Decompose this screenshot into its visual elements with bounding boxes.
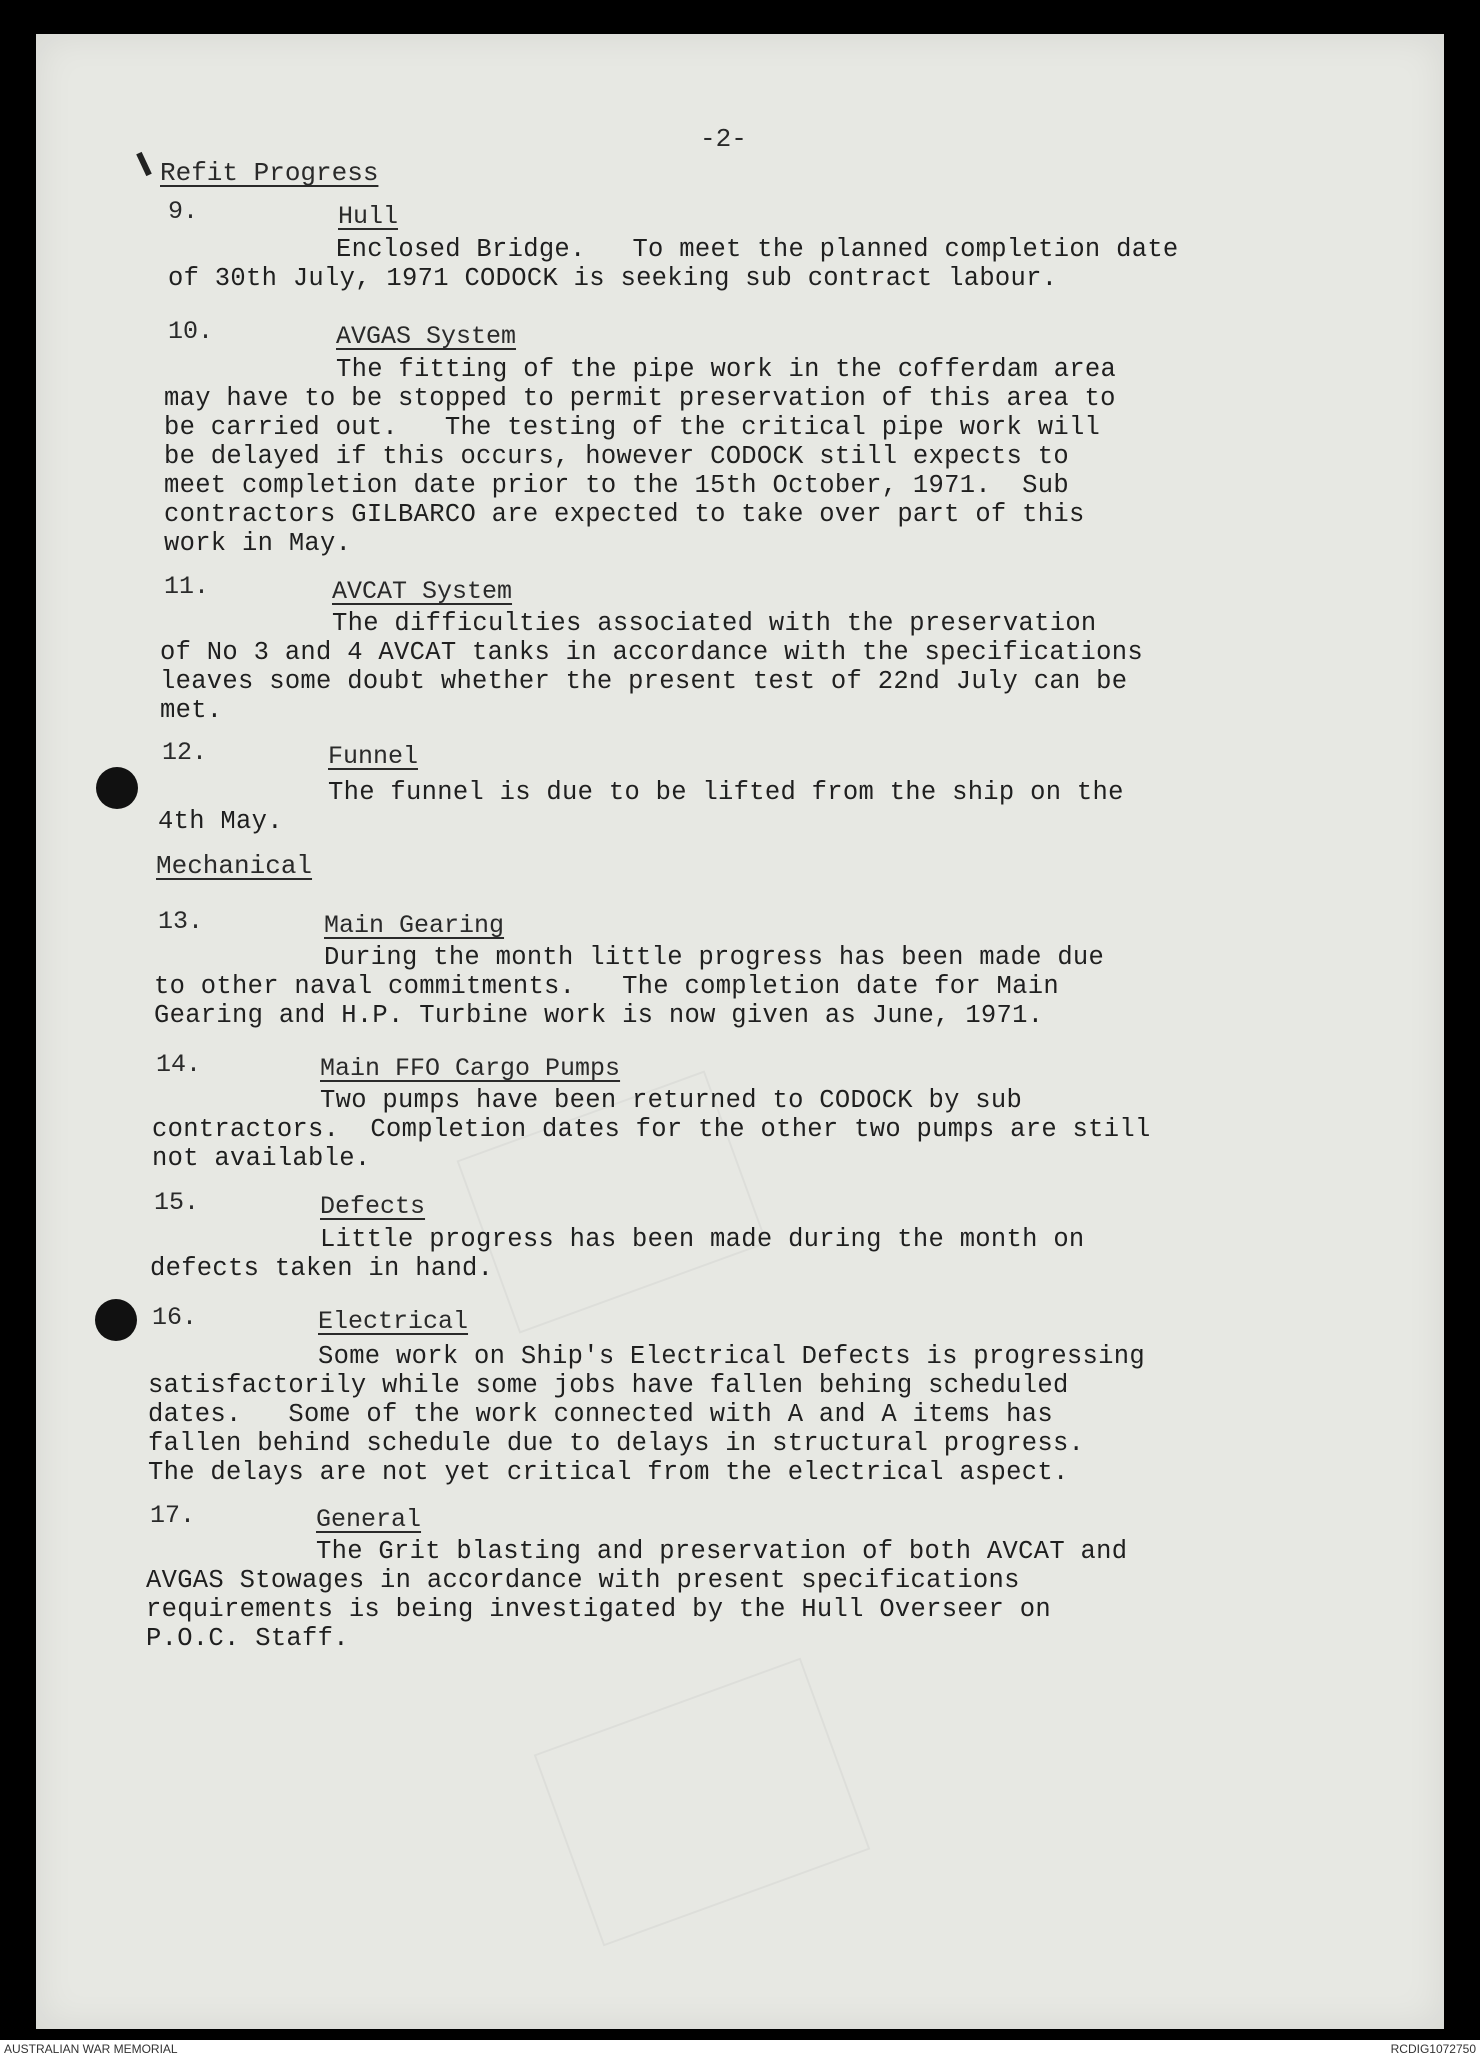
item-title: General: [316, 1505, 422, 1534]
item-number: 13.: [158, 907, 204, 936]
punch-hole: [95, 1299, 137, 1341]
item-title: Electrical: [318, 1307, 469, 1336]
item-number: 9.: [168, 197, 199, 226]
item-title: Hull: [338, 202, 399, 231]
footer-record-id: RCDIG1072750: [1390, 2042, 1476, 2056]
item-body: Two pumps have been returned to CODOCK by sub contractors. Completion dates for the other two pumps are still not available.: [152, 1086, 1151, 1173]
item-number: 11.: [164, 572, 210, 601]
footer-source-label: AUSTRALIAN WAR MEMORIAL: [4, 2042, 178, 2056]
item-body: The funnel is due to be lifted from the ship on the 4th May.: [158, 778, 1124, 836]
punch-hole: [96, 767, 138, 809]
section-heading-mechanical: Mechanical: [156, 851, 313, 881]
item-title: Main FFO Cargo Pumps: [320, 1054, 621, 1083]
item-body: The difficulties associated with the preservation of No 3 and 4 AVCAT tanks in accordance with the specifications leaves some doubt whether the present test of 22nd July can be met.: [160, 609, 1143, 725]
item-title: AVCAT System: [332, 577, 513, 606]
section-heading-refit-progress: Refit Progress: [160, 158, 379, 188]
item-body: Some work on Ship's Electrical Defects is progressing satisfactorily while some jobs have fallen behing scheduled dates. Some of the work connected with A and A items has fallen behind schedule due to delays in structural progress. The delays are not yet critical from the electrical aspect.: [148, 1342, 1145, 1487]
page-number: -2-: [700, 124, 747, 154]
item-number: 10.: [168, 317, 214, 346]
item-title: Defects: [320, 1192, 426, 1221]
item-body: Little progress has been made during the month on defects taken in hand.: [150, 1225, 1085, 1283]
item-title: Main Gearing: [324, 911, 505, 940]
archive-footer: [0, 2040, 1480, 2061]
item-body: The fitting of the pipe work in the cofferdam area may have to be stopped to permit preservation of this area to be carried out. The testing of the critical pipe work will be delayed if this occurs, however CODOCK still expects to meet completion date prior to the 15th October, 1971. Sub contractors GILBARCO are expected to take over part of this work in May.: [164, 355, 1117, 558]
item-title: AVGAS System: [336, 322, 517, 351]
item-body: The Grit blasting and preservation of both AVCAT and AVGAS Stowages in accordance with present specifications requirements is being investigated by the Hull Overseer on P.O.C. Staff.: [146, 1537, 1128, 1653]
item-number: 14.: [156, 1050, 202, 1079]
item-body: Enclosed Bridge. To meet the planned completion date of 30th July, 1971 CODOCK is seeking sub contract labour.: [168, 235, 1179, 293]
item-title: Funnel: [328, 742, 419, 771]
item-number: 12.: [162, 738, 208, 767]
item-body: During the month little progress has been made due to other naval commitments. The completion date for Main Gearing and H.P. Turbine work is now given as June, 1971.: [154, 943, 1105, 1030]
item-number: 15.: [154, 1188, 200, 1217]
item-number: 16.: [152, 1303, 198, 1332]
item-number: 17.: [150, 1501, 196, 1530]
